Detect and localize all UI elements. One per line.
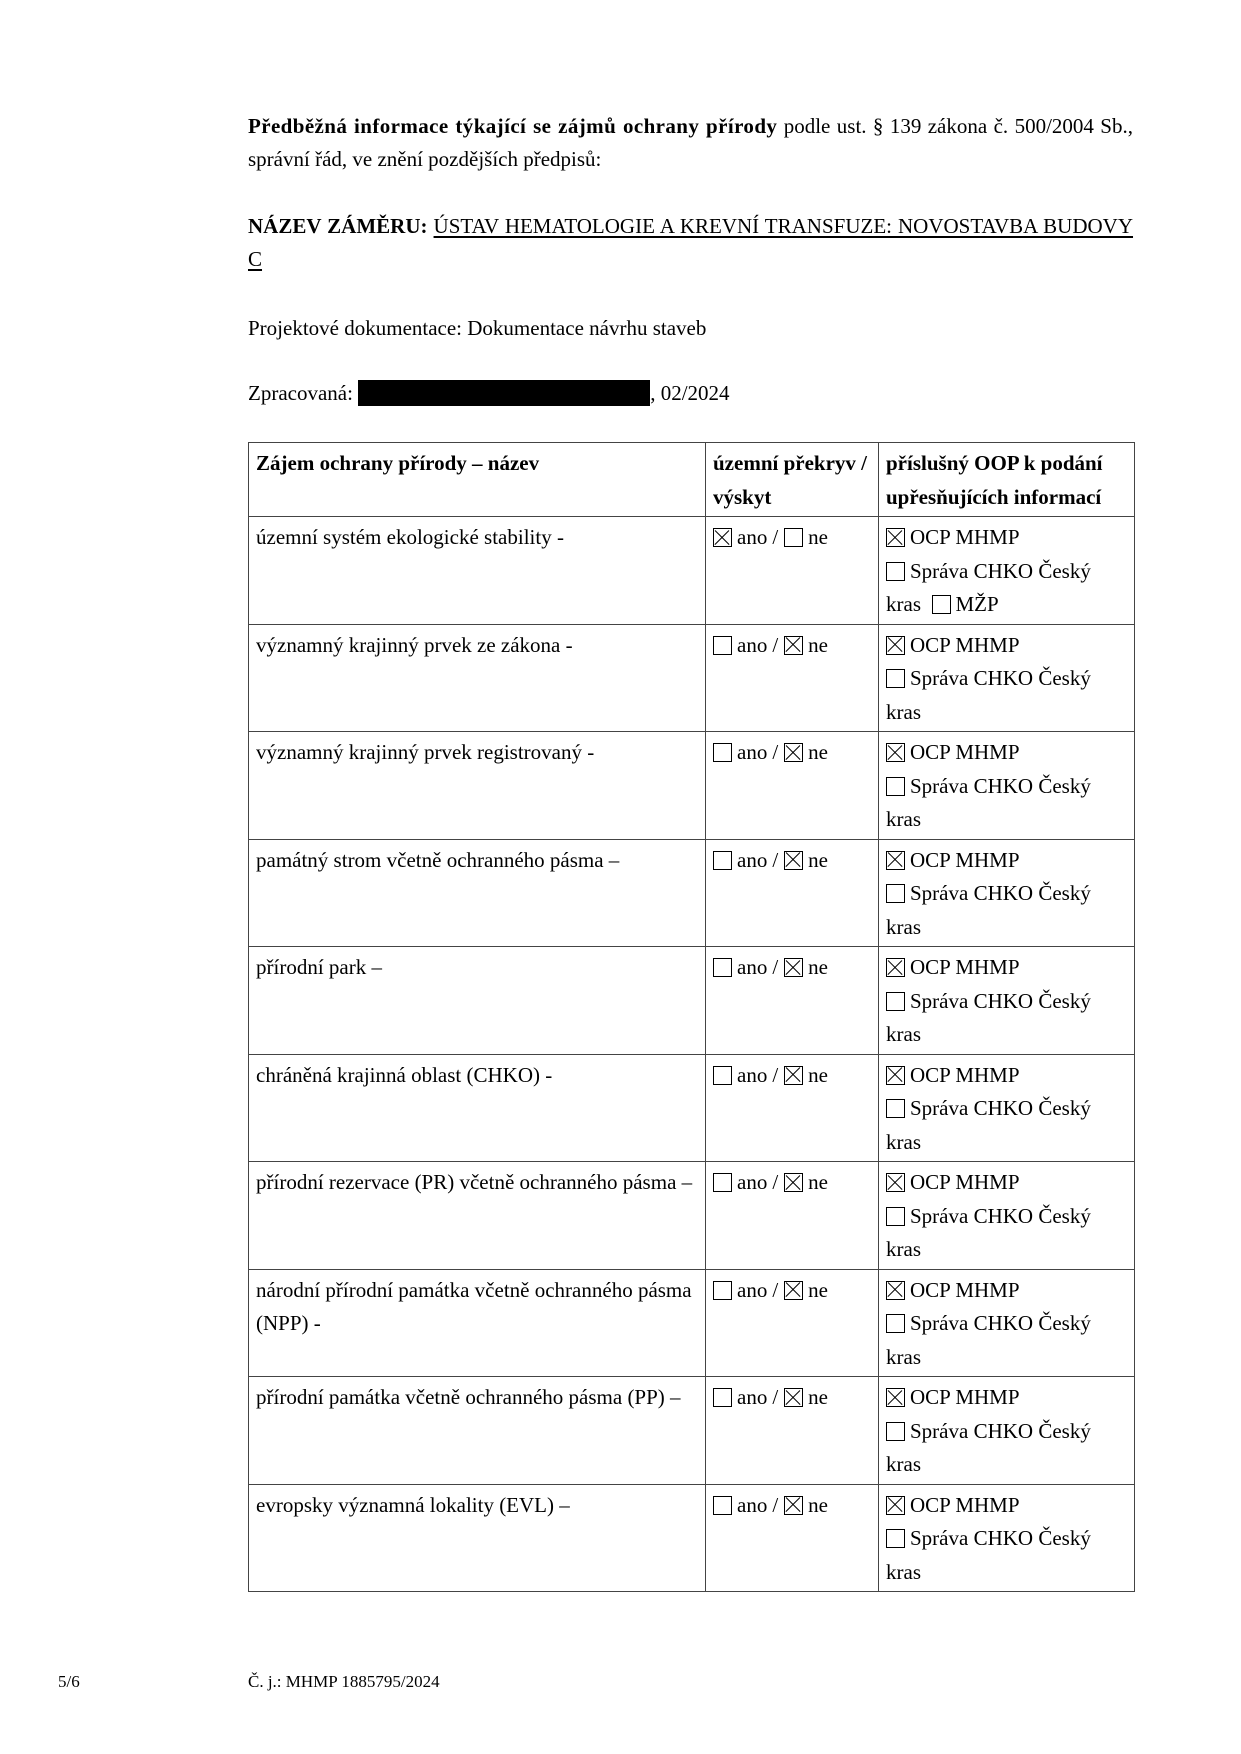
table-row xyxy=(249,947,1135,1055)
reference-number: Č. j.: MHMP 1885795/2024 xyxy=(248,1672,440,1691)
row-name xyxy=(249,624,706,732)
row-overlap xyxy=(706,1162,879,1270)
ocp-label: OCP MHMP xyxy=(910,632,1020,657)
row-overlap xyxy=(706,624,879,732)
yes-label: ano xyxy=(737,740,768,764)
chko-label: Správa CHKO Český kras xyxy=(886,1311,1091,1369)
slash-separator: / xyxy=(772,1492,779,1517)
yes-checkbox[interactable] xyxy=(713,743,732,762)
row-name xyxy=(249,732,706,840)
chko-label: Správa CHKO Český kras xyxy=(886,1418,1091,1476)
slash-separator: / xyxy=(772,1277,779,1302)
table-row xyxy=(249,1269,1135,1377)
row-name-text: územní systém ekologické stability - xyxy=(256,525,564,549)
chko-checkbox[interactable] xyxy=(886,1314,905,1333)
row-authority xyxy=(879,1269,1135,1377)
row-name-text: chráněná krajinná oblast (CHKO) - xyxy=(256,1062,553,1087)
no-checkbox[interactable] xyxy=(784,1388,803,1407)
row-authority xyxy=(879,947,1135,1055)
yes-checkbox[interactable] xyxy=(713,1066,732,1085)
no-checkbox[interactable] xyxy=(784,1496,803,1515)
yes-checkbox[interactable] xyxy=(713,1496,732,1515)
project-title-value: ÚSTAV HEMATOLOGIE A KREVNÍ TRANSFUZE: NOVOSTAVBA BUDOVY C xyxy=(248,214,1134,271)
chko-label: Správa CHKO Český kras xyxy=(886,1096,1091,1154)
slash-separator: / xyxy=(772,740,779,764)
table-row xyxy=(249,1377,1135,1485)
no-checkbox[interactable] xyxy=(784,1173,803,1192)
intro-paragraph xyxy=(248,110,1133,176)
processed-line xyxy=(248,377,730,410)
slash-separator: / xyxy=(772,1062,779,1087)
yes-checkbox[interactable] xyxy=(713,1173,732,1192)
mzp-label: MŽP xyxy=(955,592,999,616)
intro-rest: podle ust. § 139 zákona č. 500/2004 Sb., správní řád, ve znění pozdějších předpisů: xyxy=(248,114,1133,171)
yes-checkbox[interactable] xyxy=(713,851,732,870)
ocp-label: OCP MHMP xyxy=(910,847,1020,872)
no-label: ne xyxy=(808,1492,828,1517)
row-name xyxy=(249,839,706,947)
row-name xyxy=(249,1269,706,1377)
row-name-text: přírodní rezervace (PR) včetně ochranného pásma – xyxy=(256,1170,693,1194)
yes-checkbox[interactable] xyxy=(713,1281,732,1300)
ocp-checkbox[interactable] xyxy=(886,958,905,977)
project-title xyxy=(248,210,1133,276)
ocp-checkbox[interactable] xyxy=(886,1066,905,1085)
yes-checkbox[interactable] xyxy=(713,1388,732,1407)
yes-label: ano xyxy=(737,632,768,657)
yes-label: ano xyxy=(737,1277,768,1302)
no-label: ne xyxy=(808,1062,828,1087)
ocp-checkbox[interactable] xyxy=(886,1388,905,1407)
yes-label: ano xyxy=(737,1492,768,1517)
row-authority xyxy=(879,1054,1135,1162)
row-overlap xyxy=(706,1484,879,1592)
row-overlap xyxy=(706,732,879,840)
row-overlap xyxy=(706,1377,879,1485)
table-row xyxy=(249,624,1135,732)
ocp-checkbox[interactable] xyxy=(886,528,905,547)
header-overlap: územní překryv / výskyt xyxy=(706,443,879,517)
chko-checkbox[interactable] xyxy=(886,669,905,688)
ocp-checkbox[interactable] xyxy=(886,636,905,655)
no-label: ne xyxy=(808,1385,828,1409)
mzp-checkbox[interactable] xyxy=(932,595,951,614)
table-row xyxy=(249,839,1135,947)
row-name xyxy=(249,517,706,625)
chko-label: Správa CHKO Český kras xyxy=(886,558,1091,616)
intro-bold: Předběžná informace týkající se zájmů ochrany přírody xyxy=(248,114,778,138)
slash-separator: / xyxy=(772,955,779,979)
processed-label: Zpracovaná: xyxy=(248,381,353,405)
ocp-checkbox[interactable] xyxy=(886,743,905,762)
ocp-label: OCP MHMP xyxy=(910,1062,1020,1087)
ocp-label: OCP MHMP xyxy=(910,525,1020,549)
chko-checkbox[interactable] xyxy=(886,562,905,581)
no-label: ne xyxy=(808,847,828,872)
table-header-row xyxy=(249,443,1135,517)
ocp-label: OCP MHMP xyxy=(910,1170,1020,1194)
no-checkbox[interactable] xyxy=(784,528,803,547)
row-name-text: přírodní památka včetně ochranného pásma (PP) – xyxy=(256,1385,681,1409)
yes-checkbox[interactable] xyxy=(713,636,732,655)
chko-label: Správa CHKO Český kras xyxy=(886,881,1091,939)
table-row xyxy=(249,1162,1135,1270)
ocp-label: OCP MHMP xyxy=(910,1492,1020,1517)
ocp-label: OCP MHMP xyxy=(910,740,1020,764)
header-authority: příslušný OOP k podání upřesňujících informací xyxy=(879,443,1135,517)
no-label: ne xyxy=(808,1170,828,1194)
row-authority xyxy=(879,839,1135,947)
row-overlap xyxy=(706,947,879,1055)
row-name-text: přírodní park – xyxy=(256,955,382,979)
table-row xyxy=(249,517,1135,625)
no-checkbox[interactable] xyxy=(784,958,803,977)
table-row xyxy=(249,1484,1135,1592)
chko-checkbox[interactable] xyxy=(886,1422,905,1441)
no-checkbox[interactable] xyxy=(784,1066,803,1085)
ocp-checkbox[interactable] xyxy=(886,1281,905,1300)
row-authority xyxy=(879,732,1135,840)
documentation-line: Projektové dokumentace: Dokumentace návrhu staveb xyxy=(248,316,707,340)
row-name xyxy=(249,1162,706,1270)
row-authority xyxy=(879,1162,1135,1270)
header-name: Zájem ochrany přírody – název xyxy=(249,443,706,517)
project-title-label: NÁZEV ZÁMĚRU: xyxy=(248,214,428,238)
ocp-checkbox[interactable] xyxy=(886,851,905,870)
slash-separator: / xyxy=(772,847,779,872)
chko-label: Správa CHKO Český kras xyxy=(886,988,1091,1046)
row-name xyxy=(249,1484,706,1592)
table-row xyxy=(249,1054,1135,1162)
row-authority xyxy=(879,1484,1135,1592)
page-number: 5/6 xyxy=(58,1672,80,1691)
table-row xyxy=(249,732,1135,840)
row-authority xyxy=(879,1377,1135,1485)
slash-separator: / xyxy=(772,1385,779,1409)
yes-label: ano xyxy=(737,1170,768,1194)
ocp-checkbox[interactable] xyxy=(886,1496,905,1515)
no-checkbox[interactable] xyxy=(784,743,803,762)
no-label: ne xyxy=(808,1277,828,1302)
no-checkbox[interactable] xyxy=(784,851,803,870)
yes-label: ano xyxy=(737,847,768,872)
chko-checkbox[interactable] xyxy=(886,1529,905,1548)
chko-label: Správa CHKO Český kras xyxy=(886,1203,1091,1261)
row-name xyxy=(249,947,706,1055)
yes-checkbox[interactable] xyxy=(713,958,732,977)
chko-checkbox[interactable] xyxy=(886,992,905,1011)
redaction-block xyxy=(358,380,650,406)
slash-separator: / xyxy=(772,525,779,549)
chko-checkbox[interactable] xyxy=(886,1207,905,1226)
row-authority xyxy=(879,624,1135,732)
row-name-text: památný strom včetně ochranného pásma – xyxy=(256,847,620,872)
chko-checkbox[interactable] xyxy=(886,1099,905,1118)
no-label: ne xyxy=(808,955,828,979)
yes-label: ano xyxy=(737,1385,768,1409)
no-label: ne xyxy=(808,525,828,549)
slash-separator: / xyxy=(772,1170,779,1194)
no-label: ne xyxy=(808,740,828,764)
chko-label: Správa CHKO Český kras xyxy=(886,1526,1091,1584)
no-label: ne xyxy=(808,632,828,657)
ocp-label: OCP MHMP xyxy=(910,1277,1020,1302)
no-checkbox[interactable] xyxy=(784,636,803,655)
nature-protection-table xyxy=(248,442,1135,1592)
slash-separator: / xyxy=(772,632,779,657)
row-name-text: evropsky významná lokality (EVL) – xyxy=(256,1492,570,1517)
chko-label: Správa CHKO Český kras xyxy=(886,666,1091,724)
chko-label: Správa CHKO Český kras xyxy=(886,773,1091,831)
ocp-checkbox[interactable] xyxy=(886,1173,905,1192)
row-overlap xyxy=(706,1269,879,1377)
yes-label: ano xyxy=(737,955,768,979)
row-authority xyxy=(879,517,1135,625)
yes-label: ano xyxy=(737,525,768,549)
ocp-label: OCP MHMP xyxy=(910,1385,1020,1409)
row-name-text: významný krajinný prvek registrovaný - xyxy=(256,740,595,764)
yes-label: ano xyxy=(737,1062,768,1087)
row-name xyxy=(249,1054,706,1162)
row-name-text: národní přírodní památka včetně ochranného pásma (NPP) - xyxy=(256,1277,692,1335)
processed-date: , 02/2024 xyxy=(650,381,730,405)
ocp-label: OCP MHMP xyxy=(910,955,1020,979)
no-checkbox[interactable] xyxy=(784,1281,803,1300)
yes-checkbox[interactable] xyxy=(713,528,732,547)
row-name xyxy=(249,1377,706,1485)
row-overlap xyxy=(706,517,879,625)
row-overlap xyxy=(706,1054,879,1162)
chko-checkbox[interactable] xyxy=(886,884,905,903)
chko-checkbox[interactable] xyxy=(886,777,905,796)
row-overlap xyxy=(706,839,879,947)
row-name-text: významný krajinný prvek ze zákona - xyxy=(256,632,573,657)
